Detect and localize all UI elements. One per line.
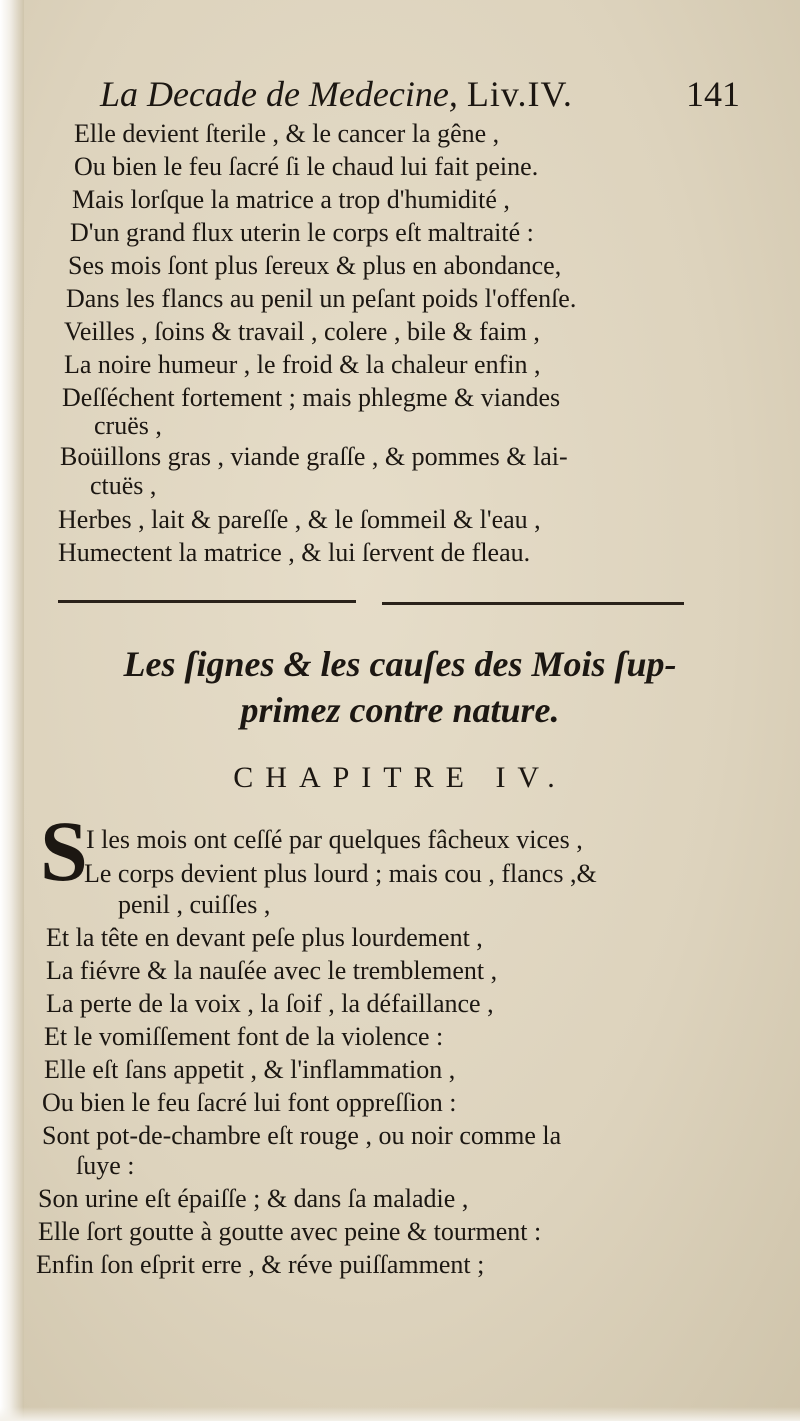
verse-line: Herbes , lait & pareſſe , & le ſommeil & l'eau ,: [58, 505, 541, 534]
verse-line: Elle eſt ſans appetit , & l'inflammation ,: [44, 1055, 456, 1084]
verse-line: Veilles , ſoins & travail , colere , bile & faim ,: [64, 317, 540, 346]
verse-line: Elle ſort goutte à goutte avec peine & tourment :: [38, 1217, 542, 1246]
running-header: [100, 72, 740, 116]
section-title-line1: Les ſignes & les cauſes des Mois ſup-: [123, 644, 677, 684]
verse-line: Son urine eſt épaiſſe ; & dans ſa maladie ,: [38, 1184, 469, 1213]
verse-line: Elle devient ſterile , & le cancer la gêne ,: [74, 119, 500, 148]
running-title: La Decade de Medecine,: [100, 74, 458, 114]
verse-line: D'un grand flux uterin le corps eſt maltraité :: [70, 218, 534, 247]
separator-rule-right: [382, 602, 684, 605]
verse-line: Boüillons gras , viande graſſe , & pommes & lai-: [60, 442, 568, 471]
verse-line: Dans les flancs au penil un peſant poids l'offenſe.: [66, 284, 577, 313]
verse-line: Deſſéchent fortement ; mais phlegme & viandes: [62, 383, 561, 412]
verse-line: La perte de la voix , la ſoif , la défaillance ,: [46, 989, 494, 1018]
verse-line-continuation: cruës ,: [94, 411, 162, 440]
verse-line: La noire humeur , le froid & la chaleur enfin ,: [64, 350, 541, 379]
verse-line: La fiévre & la nauſée avec le tremblement ,: [46, 956, 498, 985]
verse-line: Ou bien le feu ſacré ſi le chaud lui fait peine.: [74, 152, 539, 181]
book-reference: Liv.IV.: [466, 74, 573, 114]
verse-line: Humectent la matrice , & lui ſervent de fleau.: [58, 538, 531, 567]
verse-line-continuation: penil , cuiſſes ,: [118, 890, 271, 919]
verse-line: I les mois ont ceſſé par quelques fâcheux vices ,: [86, 825, 583, 854]
verse-line: Et la tête en devant peſe plus lourdement ,: [46, 923, 483, 952]
chapter-heading: CHAPITRE IV.: [233, 761, 567, 794]
page-bottom-edge: [0, 1407, 800, 1421]
verse-line-continuation: ctuës ,: [90, 471, 157, 500]
verse-line: Mais lorſque la matrice a trop d'humidité ,: [72, 185, 510, 214]
verse-line: Sont pot-de-chambre eſt rouge , ou noir comme la: [42, 1121, 562, 1150]
verse-line: Et le vomiſſement font de la violence :: [44, 1022, 444, 1051]
verse-line-continuation: ſuye :: [76, 1151, 135, 1180]
verse-line: Ses mois ſont plus ſereux & plus en abondance,: [68, 251, 562, 280]
page-number: 141: [686, 74, 740, 114]
drop-cap: S: [40, 803, 88, 899]
separator-rule-left: [58, 600, 356, 603]
section-title-line2: primez contre nature.: [240, 690, 560, 730]
verse-line: Enfin ſon eſprit erre , & réve puiſſamment ;: [36, 1250, 485, 1279]
verse-line: Ou bien le feu ſacré lui font oppreſſion :: [42, 1088, 457, 1117]
verse-line: Le corps devient plus lourd ; mais cou , flancs ,&: [84, 859, 597, 888]
